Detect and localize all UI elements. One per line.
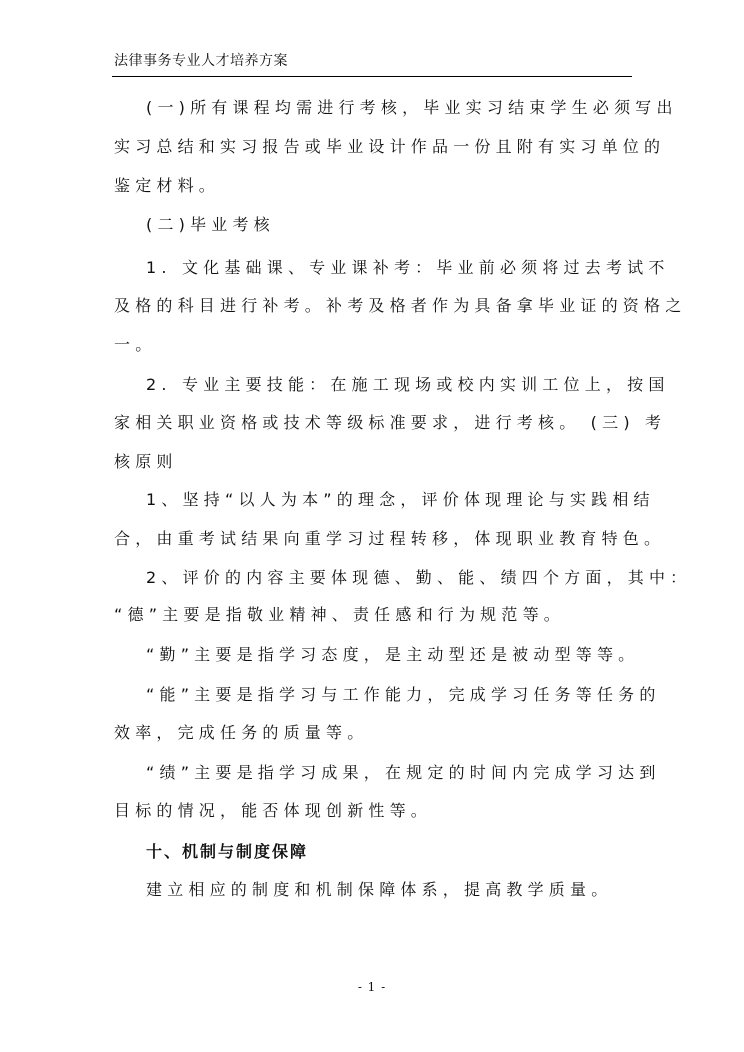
body-paragraph-line: 一。 [114, 335, 157, 354]
body-paragraph-line: “绩”主要是指学习成果，在规定的时间内完成学习达到 [146, 763, 661, 782]
body-paragraph-line: 鉴定材料。 [114, 176, 221, 195]
body-paragraph-line: 2、评价的内容主要体现德、勤、能、绩四个方面，其中： [146, 568, 692, 587]
header-rule [112, 76, 632, 77]
body-paragraph-line: “能”主要是指学习与工作能力，完成学习任务等任务的 [146, 685, 661, 704]
body-paragraph-line: “勤”主要是指学习态度，是主动型还是被动型等等。 [146, 645, 640, 664]
section-heading: 十、机制与制度保障 [146, 842, 309, 861]
body-paragraph-line: 1. 文化基础课、专业课补考：毕业前必须将过去考试不 [146, 258, 670, 277]
body-paragraph-line: 建立相应的制度和机制保障体系，提高教学质量。 [146, 880, 613, 899]
subsection-heading: (二)毕业考核 [146, 215, 275, 234]
body-paragraph-line: 2. 专业主要技能：在施工现场或校内实训工位上，按国 [146, 375, 670, 394]
body-paragraph-line: 实习总结和实习报告或毕业设计作品一份且附有实习单位的 [114, 137, 666, 156]
body-paragraph-line: 目标的情况，能否体现创新性等。 [114, 801, 433, 820]
body-paragraph-line: 效率，完成任务的质量等。 [114, 723, 369, 742]
body-paragraph-line: 核原则 [114, 452, 178, 471]
body-paragraph-line: 1、坚持“以人为本”的理念，评价体现理论与实践相结 [146, 490, 655, 509]
body-paragraph-line: “德”主要是指敬业精神、责任感和行为规范等。 [114, 605, 565, 624]
body-paragraph-line: 家相关职业资格或技术等级标准要求，进行考核。 (三) 考 [114, 413, 667, 432]
body-paragraph-line: (一)所有课程均需进行考核，毕业实习结束学生必须写出 [146, 98, 678, 117]
page-number: - 1 - [357, 980, 387, 994]
page-header-title: 法律事务专业人才培养方案 [114, 53, 288, 69]
body-paragraph-line: 合，由重考试结果向重学习过程转移，体现职业教育特色。 [114, 529, 666, 548]
body-paragraph-line: 及格的科目进行补考。补考及格者作为具备拿毕业证的资格之 [114, 296, 687, 315]
